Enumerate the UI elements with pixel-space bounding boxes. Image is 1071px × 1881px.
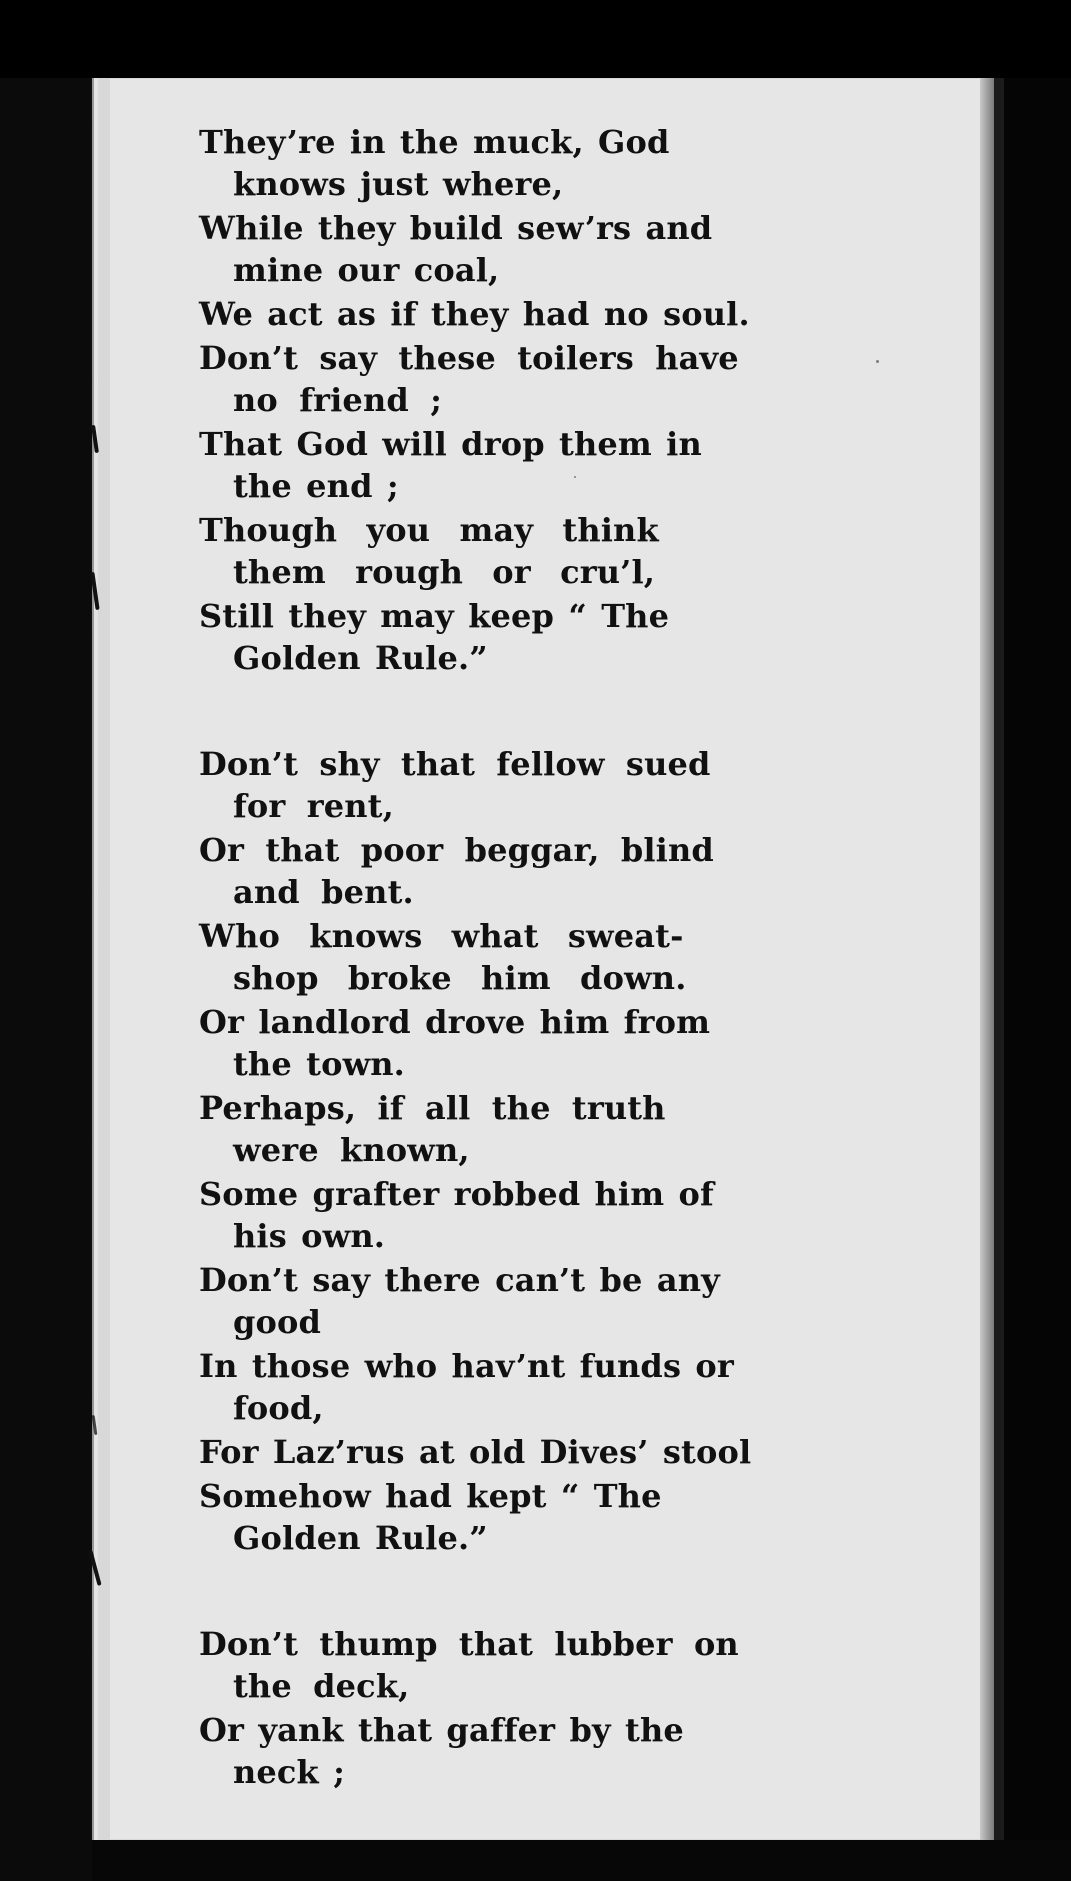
- poem-line: Perhaps, if all the truth were known,: [199, 1089, 666, 1169]
- poem-line: While they build sew’rs and mine our coal,: [199, 209, 713, 289]
- poem-line: Though you may think them rough or cru’l,: [199, 511, 659, 591]
- poem-line: Somehow had kept “ The Golden Rule.”: [199, 1477, 662, 1557]
- poem-line: Or landlord drove him from the town.: [199, 1003, 711, 1083]
- scan-right-margin: [994, 78, 1071, 1840]
- poem-line: In those who hav’nt funds or food,: [199, 1347, 734, 1427]
- poem-line: For Laz’rus at old Dives’ stool: [199, 1433, 752, 1471]
- poem-line: They’re in the muck, God knows just where,: [199, 123, 670, 203]
- poem-line: Don’t shy that fellow sued for rent,: [199, 745, 711, 825]
- poem-line: Who knows what sweat-shop broke him down.: [199, 917, 687, 997]
- poem-line: Don’t say there can’t be any good: [199, 1261, 720, 1341]
- poem-text: [199, 121, 754, 1857]
- stanza: [199, 121, 754, 679]
- poem-line: We act as if they had no soul.: [199, 295, 750, 333]
- page-right-edge-shadow: [980, 78, 994, 1840]
- poem-line: Don’t say these toilers have no friend ;: [199, 339, 739, 419]
- stanza: [199, 1623, 754, 1793]
- poem-line: Don’t thump that lubber on the deck,: [199, 1625, 739, 1705]
- paper-speck: [876, 360, 879, 363]
- poem-line: Some grafter robbed him of his own.: [199, 1175, 714, 1255]
- poem-line: Or yank that gaffer by the neck ;: [199, 1711, 684, 1791]
- stanza: [199, 743, 754, 1559]
- poem-line: Still they may keep “ The Golden Rule.”: [199, 597, 670, 677]
- poem-line: Or that poor beggar, blind and bent.: [199, 831, 714, 911]
- poem-line: That God will drop them in the end ;: [199, 425, 702, 505]
